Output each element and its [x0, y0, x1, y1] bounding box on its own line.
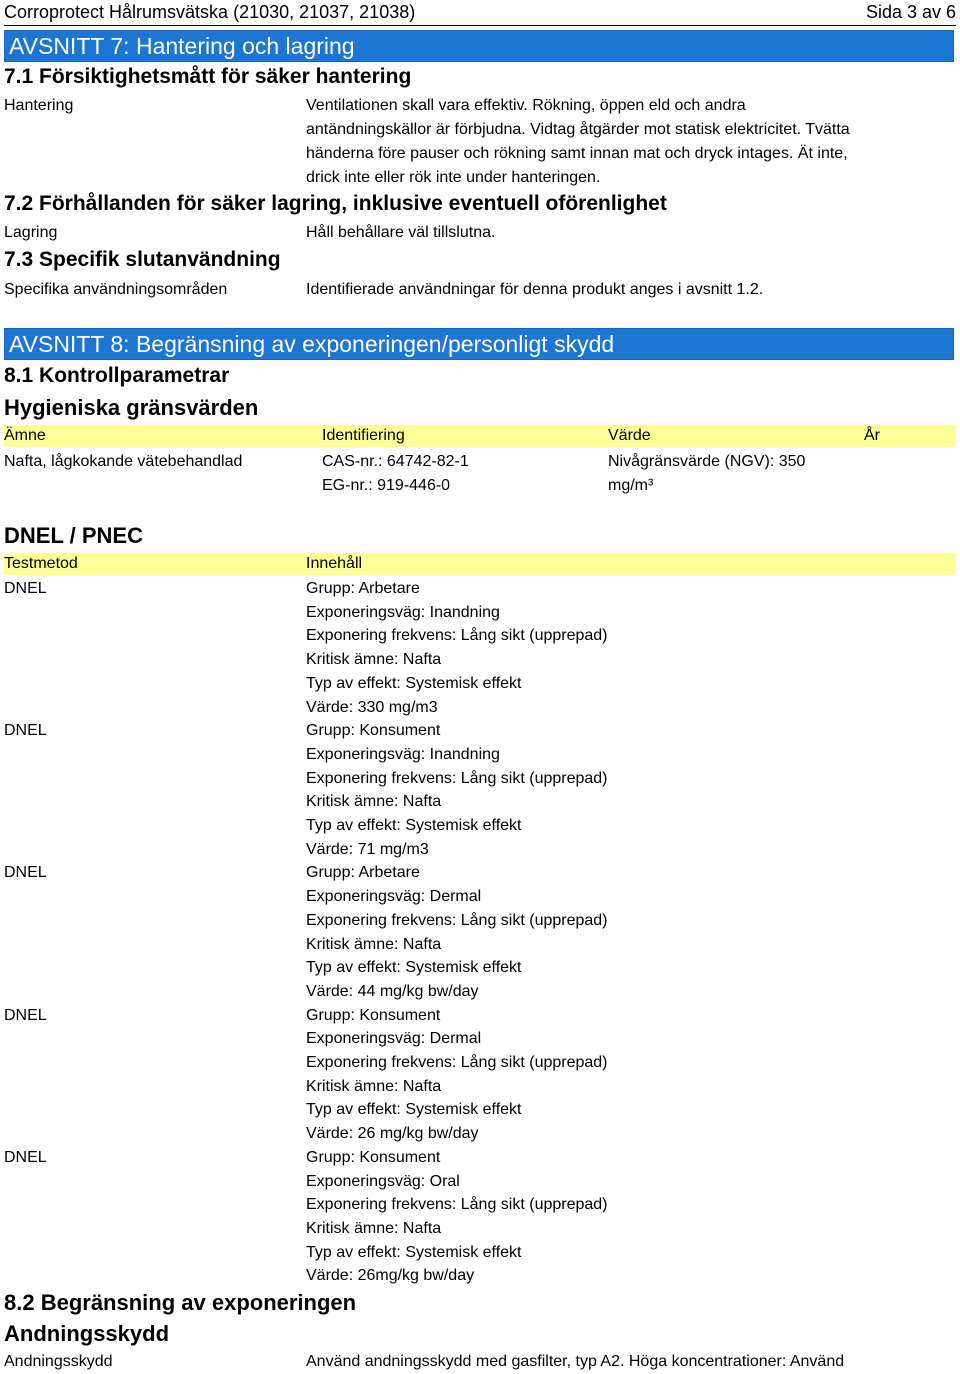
- dnel-row-content-line: Värde: 26mg/kg bw/day: [306, 1267, 475, 1285]
- subsection-7-2-heading: 7.2 Förhållanden för säker lagring, inklusive eventuell oförenlighet: [4, 192, 667, 215]
- dnel-row-content-line: Exponering frekvens: Lång sikt (upprepad): [306, 911, 608, 929]
- dnel-col-method: Testmetod: [4, 555, 78, 572]
- hygiene-col-substance: Ämne: [4, 427, 46, 444]
- dnel-row-content-line: Typ av effekt: Systemisk effekt: [306, 817, 522, 834]
- dnel-row-content-line: Kritisk ämne: Nafta: [306, 793, 442, 811]
- specific-uses-value: Identifierade användningar för denna produkt anges i avsnitt 1.2.: [306, 281, 764, 298]
- dnel-row-content-line: Grupp: Konsument: [306, 1148, 441, 1166]
- dnel-row-content-line: Grupp: Arbetare: [306, 864, 420, 882]
- respiratory-protection-value: Använd andningsskydd med gasfilter, typ A2. Höga koncentrationer: Använd: [306, 1353, 845, 1370]
- handling-label: Hantering: [4, 97, 74, 114]
- dnel-row-content-line: Värde: 71 mg/m3: [306, 840, 429, 858]
- dnel-row-content-line: Exponeringsväg: Oral: [306, 1172, 460, 1190]
- dnel-row-content-line: Värde: 44 mg/kg bw/day: [306, 982, 479, 1000]
- hygiene-limits-heading: Hygieniska gränsvärden: [4, 395, 259, 420]
- dnel-row-content-line: Grupp: Konsument: [306, 1006, 441, 1024]
- dnel-row-content-line: Grupp: Arbetare: [306, 580, 420, 597]
- handling-line-3: händerna före pauser och rökning samt innan mat och dryck intages. Ät inte,: [306, 145, 848, 162]
- dnel-row-content-line: Värde: 330 mg/m3: [306, 698, 438, 716]
- dnel-row-content-line: Typ av effekt: Systemisk effekt: [306, 674, 522, 692]
- dnel-row-content-line: Värde: 26 mg/kg bw/day: [306, 1125, 479, 1143]
- storage-value: Håll behållare väl tillslutna.: [306, 224, 496, 241]
- hygiene-row-cas: CAS-nr.: 64742-82-1: [322, 453, 469, 470]
- specific-uses-label: Specifika användningsområden: [4, 281, 228, 298]
- hygiene-row-substance: Nafta, lågkokande vätebehandlad: [4, 453, 243, 470]
- subsection-7-3-heading: 7.3 Specifik slutanvändning: [4, 248, 281, 271]
- hygiene-row-eg: EG-nr.: 919-446-0: [322, 477, 451, 494]
- dnel-row-content-line: Exponering frekvens: Lång sikt (upprepad): [306, 1054, 608, 1071]
- subsection-8-1-heading: 8.1 Kontrollparametrar: [4, 364, 230, 387]
- dnel-row-method: DNEL: [4, 1006, 47, 1024]
- respiratory-protection-heading: Andningsskydd: [4, 1321, 170, 1346]
- header-divider: [4, 25, 956, 26]
- respiratory-protection-label: Andningsskydd: [4, 1353, 113, 1370]
- dnel-pnec-heading: DNEL / PNEC: [4, 523, 143, 548]
- handling-line-1: Ventilationen skall vara effektiv. Rökning, öppen eld och andra: [306, 97, 746, 114]
- dnel-row-content-line: Exponering frekvens: Lång sikt (upprepad): [306, 769, 608, 787]
- subsection-7-1-heading: 7.1 Försiktighetsmått för säker hantering: [4, 65, 412, 88]
- subsection-8-2-heading: 8.2 Begränsning av exponeringen: [4, 1290, 357, 1315]
- handling-line-4: drick inte eller rök inte under hanteringen.: [306, 169, 601, 186]
- dnel-row-method: DNEL: [4, 864, 47, 882]
- dnel-row-content-line: Typ av effekt: Systemisk effekt: [306, 1243, 522, 1261]
- dnel-row-content-line: Kritisk ämne: Nafta: [306, 1219, 442, 1237]
- dnel-row-content-line: Exponering frekvens: Lång sikt (upprepad): [306, 1196, 608, 1214]
- dnel-row-content-line: Exponering frekvens: Lång sikt (upprepad): [306, 627, 608, 645]
- dnel-row-content-line: Typ av effekt: Systemisk effekt: [306, 959, 522, 977]
- dnel-table-header: [4, 553, 956, 575]
- dnel-row-content-line: Exponeringsväg: Dermal: [306, 1030, 482, 1048]
- hygiene-col-identification: Identifiering: [322, 427, 405, 444]
- dnel-row-content-line: Kritisk ämne: Nafta: [306, 651, 442, 669]
- dnel-row-content-line: Grupp: Konsument: [306, 722, 441, 740]
- page-number: Sida 3 av 6: [865, 2, 956, 22]
- hygiene-row-value: Nivågränsvärde (NGV): 350: [608, 453, 806, 470]
- dnel-row-content-line: Exponeringsväg: Inandning: [306, 603, 500, 621]
- section-7-heading: AVSNITT 7: Hantering och lagring: [4, 30, 954, 62]
- document-product-title: Corroprotect Hålrumsvätska (21030, 21037, 21038): [4, 2, 416, 22]
- dnel-row-content-line: Exponeringsväg: Inandning: [306, 745, 500, 763]
- storage-label: Lagring: [4, 224, 58, 241]
- hygiene-col-value: Värde: [608, 427, 651, 444]
- hygiene-table-header: [4, 425, 956, 447]
- hygiene-col-year: År: [864, 427, 880, 444]
- dnel-col-content: Innehåll: [306, 555, 363, 572]
- dnel-row-content-line: Typ av effekt: Systemisk effekt: [306, 1101, 522, 1119]
- dnel-row-content-line: Kritisk ämne: Nafta: [306, 935, 442, 953]
- section-8-heading: AVSNITT 8: Begränsning av exponeringen/personligt skydd: [4, 328, 954, 360]
- dnel-row-method: DNEL: [4, 580, 47, 597]
- handling-line-2: antändningskällor är förbjudna. Vidtag åtgärder mot statisk elektricitet. Tvätta: [306, 121, 850, 138]
- dnel-row-method: DNEL: [4, 1148, 47, 1166]
- dnel-row-content-line: Exponeringsväg: Dermal: [306, 888, 482, 906]
- dnel-row-method: DNEL: [4, 722, 47, 740]
- hygiene-row-value-unit: mg/m³: [608, 477, 654, 494]
- dnel-row-content-line: Kritisk ämne: Nafta: [306, 1077, 442, 1095]
